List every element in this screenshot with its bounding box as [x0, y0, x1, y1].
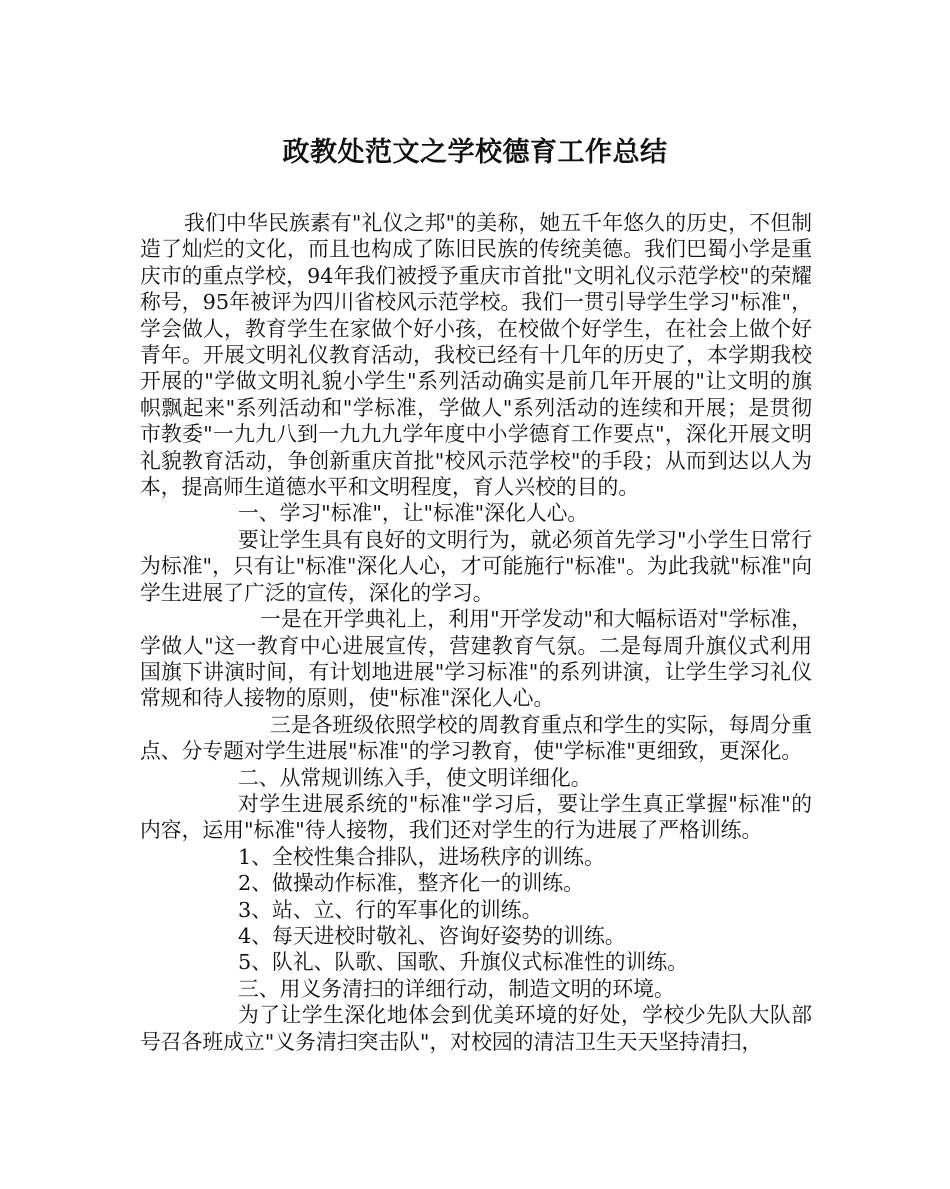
paragraph: 对学生进展系统的"标准"学习后，要让学生真正掌握"标准"的内容，运用"标准"待人接物，我们还对学生的行为进展了严格训练。	[140, 791, 812, 843]
document-body	[140, 210, 812, 1055]
paragraph: 3、站、立、行的军事化的训练。	[238, 897, 543, 922]
paragraph: 二、从常规训练入手，使文明详细化。	[238, 765, 592, 790]
paragraph: 为了让学生深化地体会到优美环境的好处，学校少先队大队部号召各班成立"义务清扫突击队"，对校园的清洁卫生天天坚持清扫，	[140, 1003, 812, 1054]
paragraph: 5、队礼、队歌、国歌、升旗仪式标准性的训练。	[238, 950, 688, 975]
paragraph: 4、每天进校时敬礼、咨询好姿势的训练。	[238, 923, 626, 948]
paragraph: 一是在开学典礼上，利用"开学发动"和大幅标语对"学标准，学做人"这一教育中心进展宣传，营建教育气氛。二是每周升旗仪式利用国旗下讲演时间，有计划地进展"学习标准"的系列讲演，让学生学习礼仪常规和待人接物的原则，使"标准"深化人心。	[140, 607, 812, 711]
paragraph: 三、用义务清扫的详细行动，制造文明的环境。	[238, 976, 675, 1001]
paragraph: 我们中华民族素有"礼仪之邦"的美称，她五千年悠久的历史，不但制造了灿烂的文化，而且也构成了陈旧民族的传统美德。我们巴蜀小学是重庆市的重点学校，94年我们被授予重庆市首批"文明礼仪示范学校"的荣耀称号，95年被评为四川省校风示范学校。我们一贯引导学生学习"标准"，学会做人，教育学生在家做个好小孩，在校做个好学生，在社会上做个好青年。开展文明礼仪教育活动，我校已经有十几年的历史了，本学期我校开展的"学做文明礼貌小学生"系列活动确实是前几年开展的"让文明的旗帜飘起来"系列活动和"学标准，学做人"系列活动的连续和开展；是贯彻市教委"一九九八到一九九九学年度中小学德育工作要点"，深化开展文明礼貌教育活动，争创新重庆首批"校风示范学校"的手段；从而到达以人为本，提高师生道德水平和文明程度，育人兴校的目的。	[140, 211, 812, 500]
paragraph: 1、全校性集合排队，进场秩序的训练。	[238, 844, 605, 869]
paragraph: 一、学习"标准"，让"标准"深化人心。	[238, 501, 589, 526]
paragraph: 三是各班级依照学校的周教育重点和学生的实际，每周分重点、分专题对学生进展"标准"的学习教育，使"学标准"更细致，更深化。	[140, 712, 812, 764]
paragraph: 2、做操动作标准，整齐化一的训练。	[238, 871, 584, 896]
paragraph: 要让学生具有良好的文明行为，就必须首先学习"小学生日常行为标准"，只有让"标准"深化人心，才可能施行"标准"。为此我就"标准"向学生进展了广泛的宣传，深化的学习。	[140, 527, 812, 605]
document-title: 政教处范文之学校德育工作总结	[282, 137, 668, 168]
